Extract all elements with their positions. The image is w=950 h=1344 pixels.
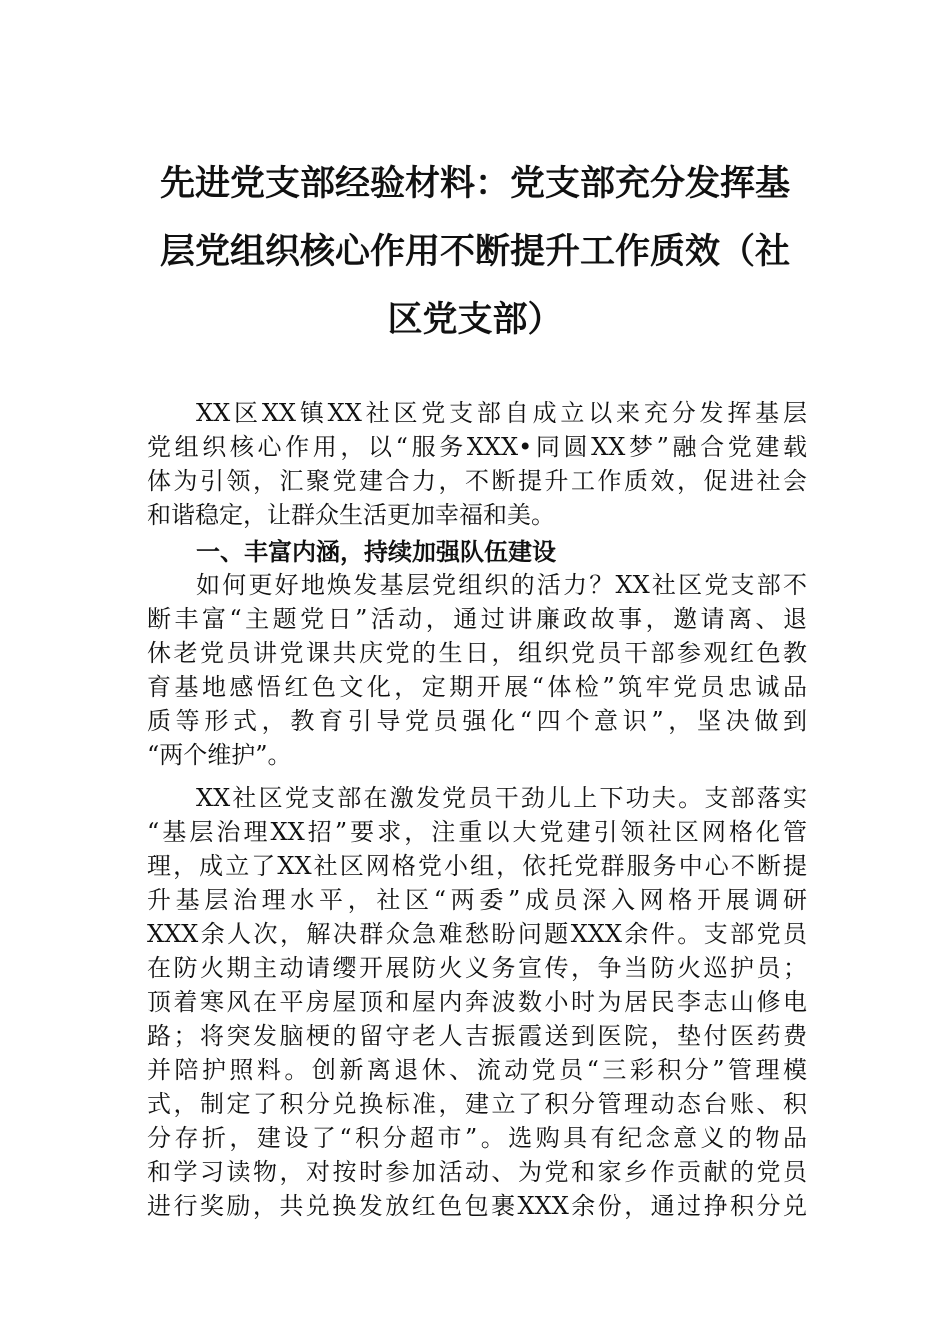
paragraph-line: XXX余人次，解决群众急难愁盼问题XXX余件。支部党员 xyxy=(147,920,807,948)
document-title-line-3: 区党支部） xyxy=(387,299,563,340)
paragraph-line: 分存折，建设了“积分超市”。选购具有纪念意义的物品 xyxy=(147,1124,807,1152)
paragraph-line: 路；将突发脑梗的留守老人吉振霞送到医院，垫付医药费 xyxy=(147,1022,807,1050)
paragraph-line: 式，制定了积分兑换标准，建立了积分管理动态台账、积 xyxy=(147,1090,807,1118)
paragraph-line: XX社区党支部在激发党员干劲儿上下功夫。支部落实 xyxy=(196,784,807,812)
intro-line: 党组织核心作用，以“服务XXX•同圆XX梦”融合党建载 xyxy=(147,433,807,461)
paragraph-line: 休老党员讲党课共庆党的生日，组织党员干部参观红色教 xyxy=(147,639,807,667)
intro-line: XX区XX镇XX社区党支部自成立以来充分发挥基层 xyxy=(196,399,807,427)
paragraph-line: 升基层治理水平，社区“两委”成员深入网格开展调研 xyxy=(147,886,807,914)
document-title-line-1: 先进党支部经验材料：党支部充分发挥基 xyxy=(159,163,790,204)
paragraph-line: “基层治理XX招”要求，注重以大党建引领社区网格化管 xyxy=(147,818,807,846)
paragraph-line: 进行奖励，共兑换发放红色包裹XXX余份，通过挣积分兑 xyxy=(147,1192,807,1220)
paragraph-line: 育基地感悟红色文化，定期开展“体检”筑牢党员忠诚品 xyxy=(147,673,807,701)
paragraph-line: 并陪护照料。创新离退休、流动党员“三彩积分”管理模 xyxy=(147,1056,807,1084)
paragraph-line: 如何更好地焕发基层党组织的活力？XX社区党支部不 xyxy=(196,571,807,599)
paragraph-line: 质等形式，教育引导党员强化“四个意识”，坚决做到 xyxy=(147,707,807,735)
document-title-line-2: 层党组织核心作用不断提升工作质效（社 xyxy=(159,231,790,272)
section-heading: 一、丰富内涵，持续加强队伍建设 xyxy=(196,538,556,566)
paragraph-line: “两个维护”。 xyxy=(147,741,292,769)
intro-line: 和谐稳定，让群众生活更加幸福和美。 xyxy=(147,501,555,529)
paragraph-line: 在防火期主动请缨开展防火义务宣传，争当防火巡护员； xyxy=(147,954,807,982)
intro-line: 体为引领，汇聚党建合力，不断提升工作质效，促进社会 xyxy=(147,467,807,495)
paragraph-line: 断丰富“主题党日”活动，通过讲廉政故事，邀请离、退 xyxy=(147,605,807,633)
paragraph-line: 理，成立了XX社区网格党小组，依托党群服务中心不断提 xyxy=(147,852,807,880)
paragraph-line: 顶着寒风在平房屋顶和屋内奔波数小时为居民李志山修电 xyxy=(147,988,807,1016)
paragraph-line: 和学习读物，对按时参加活动、为党和家乡作贡献的党员 xyxy=(147,1158,807,1186)
